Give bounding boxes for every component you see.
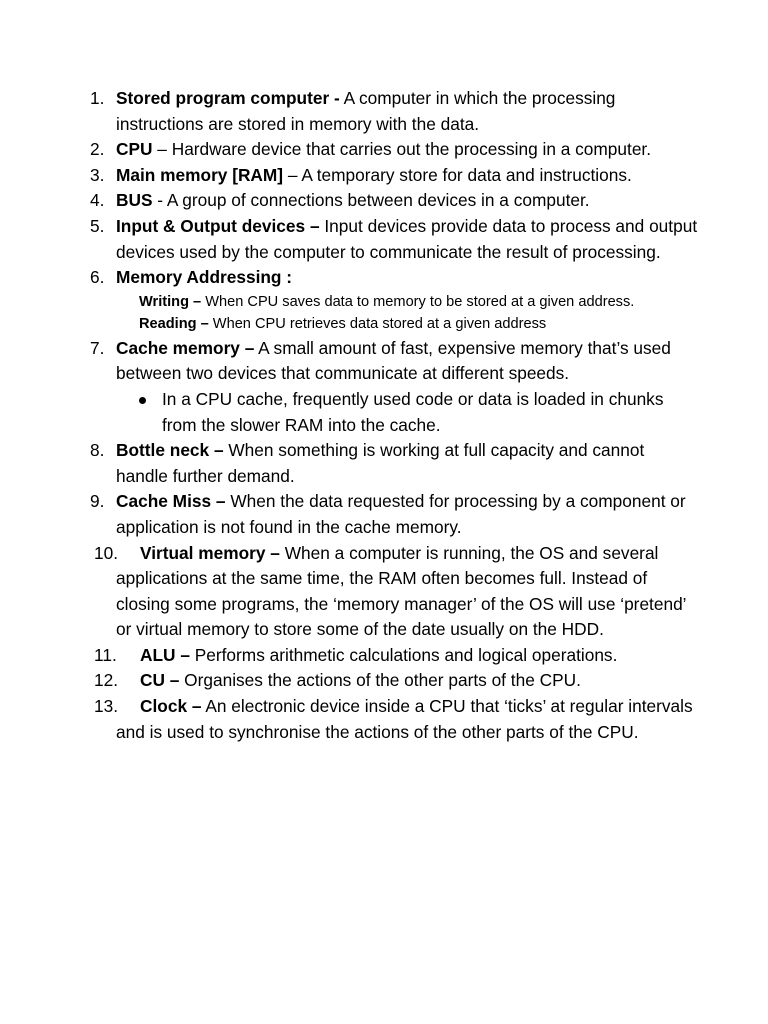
item-number: 8. — [90, 440, 105, 461]
item-term: ALU – — [140, 644, 190, 665]
item-definition: When something is working at full capacity and cannot handle further demand. — [116, 440, 645, 486]
list-item — [0, 336, 768, 387]
list-item — [0, 265, 768, 291]
item-definition: When a computer is running, the OS and several applications at the same time, the RAM often becomes full. Instead of closing some programs, the ‘memory manager’ of the OS will use ‘pretend’ or virtual memory to store some of the date usually on the HDD. — [116, 542, 686, 640]
item-definition: Performs arithmetic calculations and logical operations. — [189, 644, 618, 665]
sub-definition-reading — [0, 313, 768, 336]
item-definition: Input devices provide data to process and output devices used by the computer to communicate the result of processing. — [116, 215, 698, 262]
list-item — [0, 694, 768, 745]
item-number: 3. — [90, 164, 105, 185]
item-term: CU – — [140, 670, 180, 691]
bullet-dot-icon — [139, 397, 146, 404]
item-definition: Organises the actions of the other parts of the CPU. — [179, 670, 581, 691]
item-number: 2. — [90, 139, 105, 160]
sub-definition-writing — [0, 291, 768, 314]
item-term: Clock – — [140, 696, 202, 717]
item-number: 11. — [94, 644, 117, 665]
item-definition: A small amount of fast, expensive memory that’s used between two devices that communicate at different speeds. — [116, 337, 671, 384]
list-item — [0, 163, 768, 189]
list-item — [0, 668, 768, 694]
list-item — [0, 188, 768, 214]
item-term: Memory Addressing : — [116, 267, 293, 288]
bullet-text: In a CPU cache, frequently used code or data is loaded in chunks from the slower RAM into the cache. — [162, 388, 664, 435]
item-term: Bottle neck – — [116, 440, 224, 461]
item-number: 7. — [90, 337, 105, 358]
definitions-list — [0, 86, 768, 745]
item-number: 12. — [94, 670, 119, 691]
bullet-item — [0, 387, 768, 438]
item-number: 10. — [94, 542, 119, 563]
item-term: Cache memory – — [116, 337, 255, 358]
item-number: 4. — [90, 190, 105, 211]
sub-definition: When CPU saves data to memory to be stored at a given address. — [201, 293, 635, 310]
item-definition: When the data requested for processing by a component or application is not found in the cache memory. — [116, 491, 686, 537]
item-definition: - A group of connections between devices in a computer. — [152, 190, 590, 211]
item-term: CPU — [116, 139, 153, 160]
list-item — [0, 438, 768, 489]
item-term: Virtual memory – — [140, 542, 280, 563]
sub-definition: When CPU retrieves data stored at a given address — [208, 316, 547, 333]
sub-term: Writing – — [139, 293, 202, 310]
list-item — [0, 214, 768, 265]
item-number: 1. — [90, 88, 105, 108]
item-number: 9. — [90, 491, 105, 512]
list-item — [0, 137, 768, 163]
item-term: Stored program computer - — [116, 88, 340, 108]
item-definition: An electronic device inside a CPU that ‘ticks’ at regular intervals and is used to synchronise the actions of the other parts of the CPU. — [116, 696, 693, 742]
sub-term: Reading – — [139, 316, 209, 333]
list-item — [0, 541, 768, 643]
item-number: 5. — [90, 215, 105, 236]
item-number: 6. — [90, 267, 105, 288]
item-definition: A computer in which the processing instructions are stored in memory with the data. — [116, 88, 616, 134]
item-term: Cache Miss – — [116, 491, 226, 512]
list-item — [0, 489, 768, 540]
list-item — [0, 643, 768, 669]
item-term: Input & Output devices – — [116, 215, 320, 236]
item-definition: – Hardware device that carries out the processing in a computer. — [152, 139, 652, 160]
list-item — [0, 86, 768, 137]
item-number: 13. — [94, 696, 119, 717]
item-term: Main memory [RAM] — [116, 164, 284, 185]
item-definition: – A temporary store for data and instructions. — [283, 164, 632, 185]
item-term: BUS — [116, 190, 153, 211]
